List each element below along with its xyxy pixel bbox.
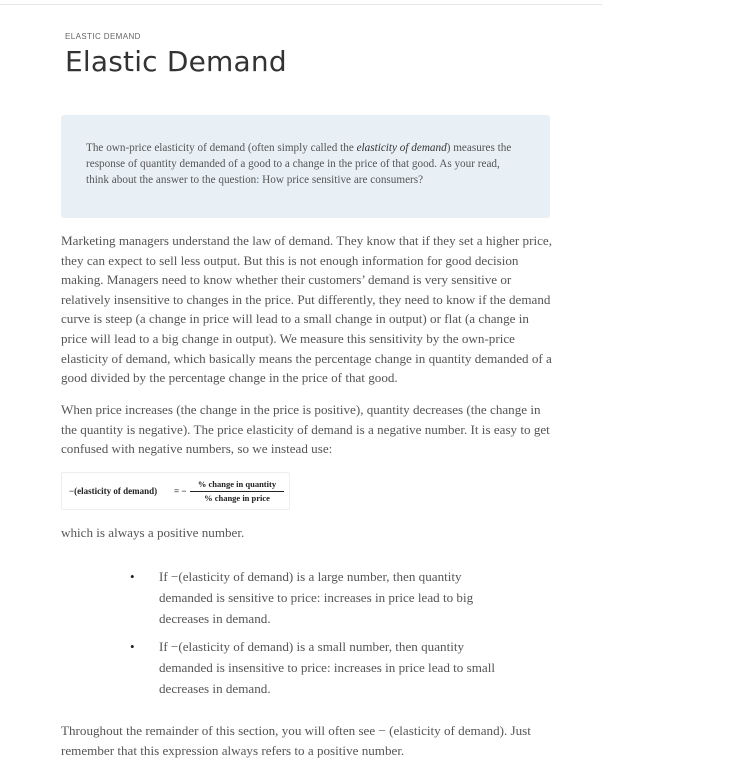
top-divider — [0, 4, 602, 5]
formula-numerator: % change in quantity — [197, 479, 277, 489]
list-item — [127, 566, 497, 629]
bullet-marker: • — [130, 569, 135, 584]
elasticity-formula — [61, 472, 290, 510]
intro-emphasis: elasticity of demand — [356, 142, 447, 154]
body-paragraph-4: Throughout the remainder of this section, you will often see − (elasticity of demand). Just remember that this expression always refers to a positive number. — [61, 723, 531, 758]
body-paragraph-1: Marketing managers understand the law of demand. They know that if they set a higher price, they can expect to sell less output. But this is not enough information for good decision making. Managers need to know whether their customers’ demand is very sensitive or relatively insensitive to changes in the price. Put differently, they need to know if the demand curve is steep (a change in price will lead to a small change in output) or flat (a change in price will lead to a big change in output). We measure this sensitivity by the own-price elasticity of demand, which basically means the percentage change in quantity demanded of a good divided by the percentage change in the price of that good. — [61, 233, 552, 386]
body-paragraph-2: When price increases (the change in the price is positive), quantity decreases (the change in the quantity is negative). The price elasticity of demand is a negative number. It is easy to get confused with negative numbers, so we instead use: — [61, 402, 550, 457]
formula-denominator: % change in price — [204, 493, 270, 503]
formula-equals: = − — [174, 486, 187, 496]
intro-text-start: The own-price elasticity of demand (often simply called the — [86, 142, 357, 154]
intro-callout — [61, 115, 550, 218]
fraction-bar — [190, 491, 284, 492]
bullet-list — [127, 566, 497, 706]
breadcrumb-eyebrow: ELASTIC DEMAND — [65, 32, 141, 41]
list-item-text: If −(elasticity of demand) is a large number, then quantity demanded is sensitive to price: increases in price lead to big decreases in demand. — [159, 569, 474, 626]
list-item-text: If −(elasticity of demand) is a small number, then quantity demanded is insensitive to price: increases in price lead to small decreases in demand. — [159, 639, 495, 696]
bullet-marker: • — [130, 639, 135, 654]
list-item — [127, 636, 497, 699]
page-title: Elastic Demand — [65, 45, 287, 78]
formula-fraction — [190, 479, 284, 504]
formula-lhs: −(elasticity of demand) — [69, 486, 158, 496]
intro-text — [86, 140, 524, 188]
body-paragraph-3: which is always a positive number. — [61, 525, 245, 540]
intro-text-end: ) measures the response of quantity demanded of a good to a change in the price of that good. As your read, think about the answer to the question: How price sensitive are consumers? — [86, 142, 512, 186]
